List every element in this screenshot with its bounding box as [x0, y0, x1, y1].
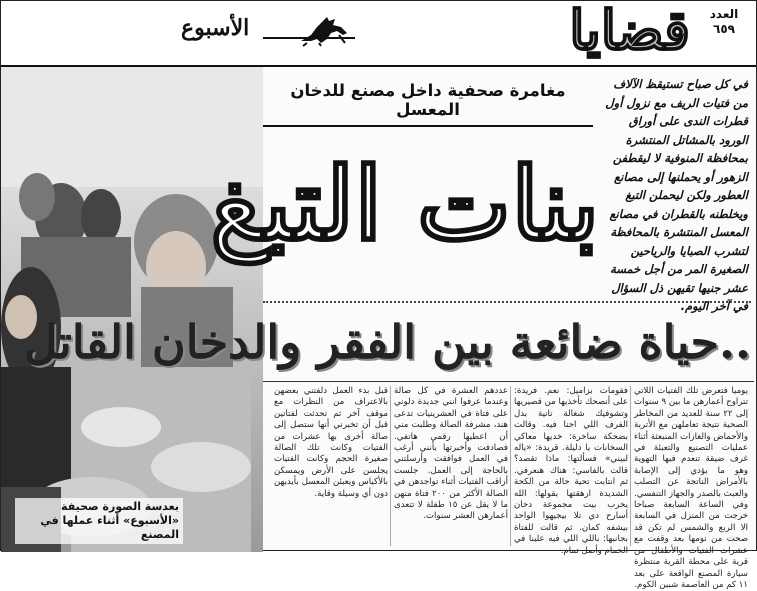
- intro-text: في كل صباح تستيقظ الآلاف من فتيات الريف مع نزول أول قطرات الندى على أوراق الورود بالمشاتل المنتشرة بمحافظة المنوفية لا ليقطفن الزهور أو يحملنها إلى مصانع العطور ولكن ليحملن التبغ ويخلطنه بالقطران في مصانع المعسل المنتشرة بالمحافظة لتشرب الصبايا والرياحين الصغيرة المر من أجل خمسة عشر جنيها تقيهن ذل السؤال في آخر اليوم.: [605, 77, 748, 313]
- column-divider: [630, 386, 631, 546]
- article-column-2: فقومات بزاميل: نعم. فريدة: على أنصحك تأخذيها من قصيريها وتشوفيك شغالة تانية بدل الفرف اللي احنا فيه. وقالت بضحكة ساخرة: خديها معاكي السخانات يا دليلة. قريدة: «ياله لبيني» فسألتها: ماذا تقصد؟ قالت بالفاسي: هناك هنعرفي. ثم انتابت تحية حالة من الكحة الشديدة ارهقتها بقولها: الله يخرب بيت مجموعة دخان أسارح دي تلا بيجيهوا الواحد بيشفه كمان. ثم قالت للفتاة بجانبها: باللي اللي فيه علينا في الحمام وأصل تمام.: [514, 386, 628, 556]
- issue-info: [698, 7, 750, 37]
- brand-name: الأسبوع: [181, 15, 250, 41]
- section-title: قضايا: [569, 0, 690, 62]
- sub-headline: ..حياة ضائعة بين الفقر والدخان القاتل: [24, 315, 751, 369]
- photo-caption: بعدسة الصورة صحيفة «الأسبوع» أثناء عملها في المصنع: [15, 498, 183, 544]
- article-column-4: قبل بدء العمل دلفتني بعضهن بالاعتراف من النظرات مع موقف آخر ثم تحدثت لفتاتين قبل أن تخبرني أنها ستصل إلى صالة أخرى بها عشرات من الفتيات وكانت تلك الصالة صغيرة الحجم وكانت الفتيات يجلسن على الأرض ويمسكن بالأكياس ويعبئن المعسل بأيديهن دون أي وسيلة وقاية.: [274, 386, 388, 499]
- masthead: [1, 1, 756, 67]
- main-headline: بنات التبغ: [210, 145, 600, 263]
- divider: [263, 301, 751, 303]
- issue-number: ٦٥٩: [713, 22, 735, 36]
- article-columns: [263, 381, 754, 590]
- issue-label: العدد: [709, 7, 739, 21]
- column-divider: [510, 386, 511, 546]
- article-column-3: عددهم العشرة في كل صالة وعندما عرفوا انني جديدة دلوني على فتاة في العشرينيات تدعى هند، مشرفة الصالة وطلبت مني أن اعطيها رقمي هاتفي. فصادفت وأخبرتها بأنني أرغب في العمل فوافقت وأرسلتني بالحاجة إلى العمل. جلست أراقب الفتيات أثناء تواجدهن في الصالة الأكثر من ٢٠٠ فتاة منهن ما لا يقل عن ١٥ طفلة لا تتعدى أعمارهن العشر سنوات.: [394, 386, 509, 522]
- horse-logo-icon: [297, 13, 351, 47]
- article-column-1: يوميا فتعرض تلك الفتيات اللاتي تتراوح أعمارهن ما بين ٩ سنوات إلى ٢٢ سنة للعديد من المخاطر الصحية نتيجة تعاملهن مع الأتربة والأحماض والغازات المنبعثة أثناء عمليات التصنيع والتعبئة في غرف ضيقة تنعدم فيها التهوية وهو ما يؤدي إلى الإصابة بالأمراض الناتجة عن التصلب والعبث بالصدر والجهاز التنفسي. وفي الساعة السابعة صباحا خرجت من المنزل في السابعة الا الربع والشمس لم تكن قد صحت من نومها بعد وقفت مع عشرات الفتيات والأطفال من قرية على محطة القرية منتظرة سيارة المصنع الواقعة على بعد ١١ كم من العاصمة شبين الكوم.: [633, 386, 749, 590]
- kicker-headline: مغامرة صحفية داخل مصنع للدخان المعسل: [263, 81, 593, 127]
- column-divider: [390, 386, 391, 546]
